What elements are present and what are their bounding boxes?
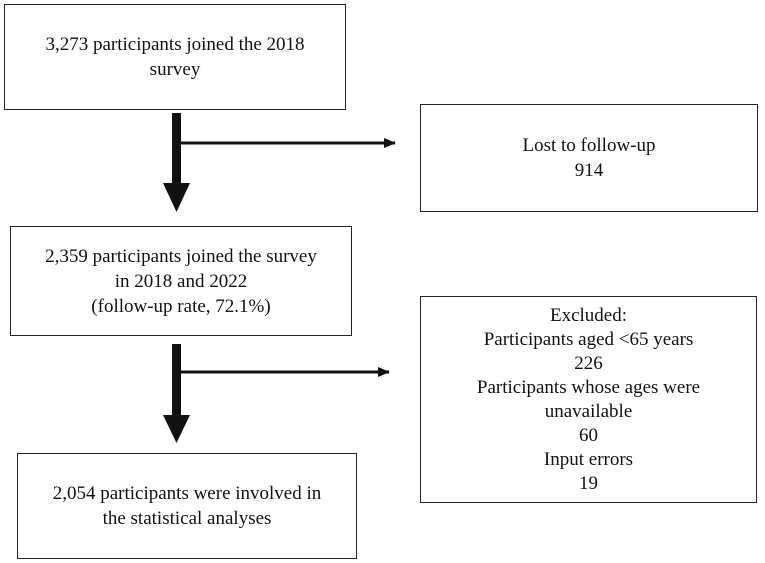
lost-count: 914 — [574, 160, 604, 181]
box-initial-participants — [4, 4, 346, 110]
excluded-age-label: Participants aged <65 years — [483, 328, 694, 350]
excluded-unavailable-label-1: Participants whose ages were — [476, 376, 701, 398]
excluded-unavailable-label-2: unavailable — [544, 400, 633, 422]
excluded-heading: Excluded: — [549, 304, 628, 326]
excluded-input-errors-count: 19 — [579, 472, 598, 494]
box-final-analysis — [17, 453, 357, 559]
box-follow-up-line-2: in 2018 and 2022 — [114, 270, 248, 292]
box-follow-up-participants — [10, 226, 352, 336]
excluded-input-errors-label: Input errors — [543, 448, 634, 470]
box-final-line-1: 2,054 participants were involved in — [52, 483, 322, 504]
excluded-unavailable-count: 60 — [579, 424, 598, 446]
excluded-age-count: 226 — [574, 352, 603, 374]
box-initial-line-2: survey — [149, 59, 201, 80]
main-arrow-2 — [163, 344, 190, 443]
lost-label: Lost to follow-up — [522, 135, 656, 156]
box-final-line-2: the statistical analyses — [102, 508, 272, 529]
box-lost-to-follow-up — [420, 104, 758, 212]
box-follow-up-line-3: (follow-up rate, 72.1%) — [91, 295, 271, 317]
box-follow-up-line-1: 2,359 participants joined the survey — [45, 245, 317, 267]
main-arrow-1 — [163, 113, 190, 212]
box-excluded — [420, 296, 757, 503]
box-initial-line-1: 3,273 participants joined the 2018 — [45, 34, 305, 55]
